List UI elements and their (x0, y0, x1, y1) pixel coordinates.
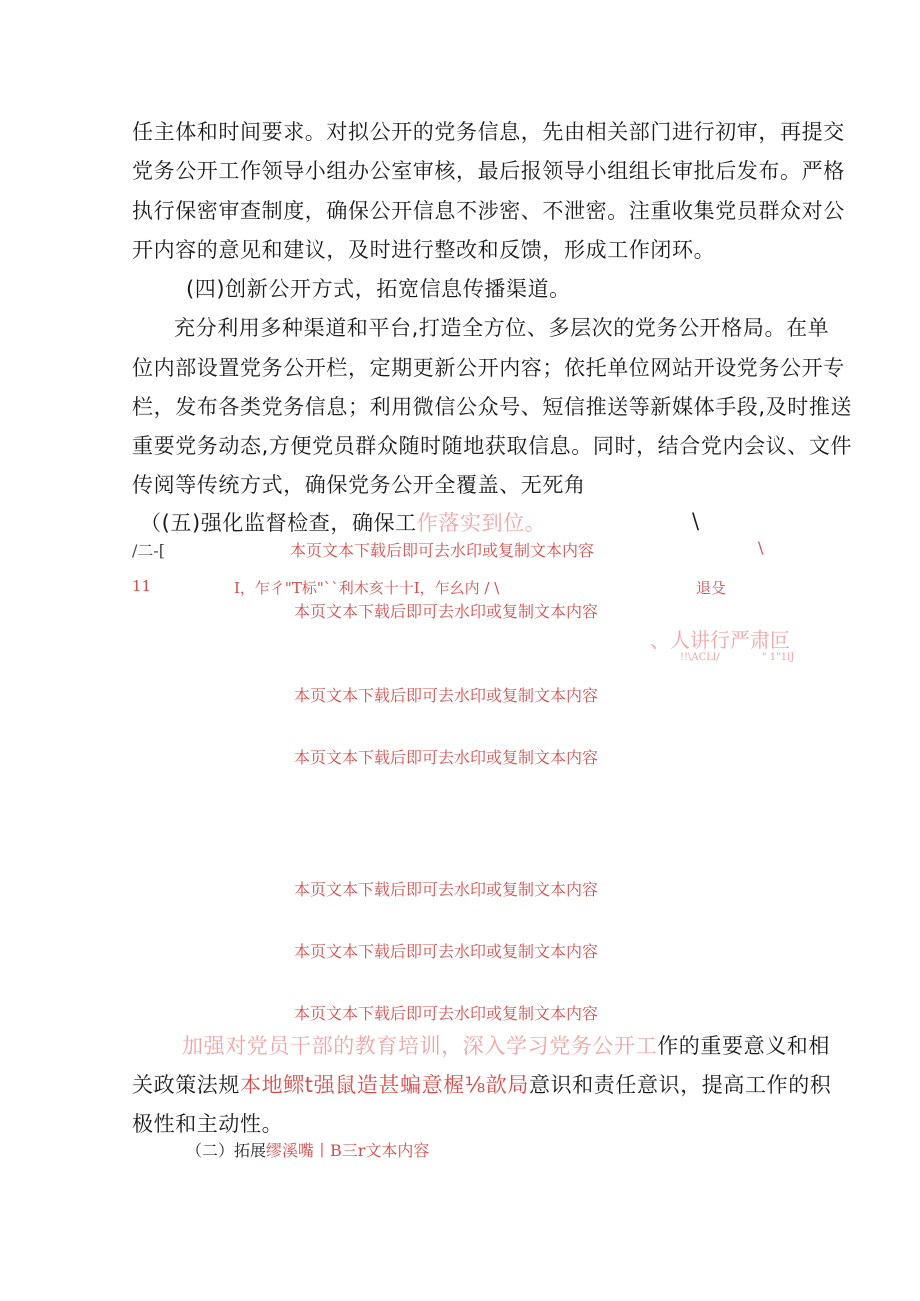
subsection-heading (186, 1138, 429, 1161)
garbled-text (696, 577, 726, 598)
heading-dark-text: （二）拓展 (186, 1141, 267, 1160)
garbled-text: /二-[ (132, 541, 166, 560)
body-line: 开内容的意见和建议，及时进行整改和反馈，形成工作闭环。 (132, 238, 716, 262)
garbled-text: !!\ACLl/ (680, 652, 720, 663)
watermark-text: 本页文本下载后即可去水印或复制文本内容 (294, 880, 599, 899)
watermark-text: 本页文本下载后即可去水印或复制文本内容 (294, 686, 599, 705)
body-text: 作的重要意义和相 (657, 1034, 831, 1058)
watermark-text: 本页文本下载后即可去水印或复制文本内容 (294, 748, 599, 767)
section-heading: (四)创新公开方式，拓宽信息传播渠道。 (186, 277, 571, 301)
watermark-text: 本页文本下载后即可去水印或复制文本内容 (290, 541, 595, 560)
body-line: 重要党务动态,方便党员群众随时随地获取信息。同时，结合党内会议、文件 (132, 434, 853, 458)
body-line: 党务公开工作领导小组办公室审核，最后报领导小组组长审批后发布。严格 (132, 159, 845, 183)
body-line: 传阅等传统方式，确保党务公开全覆盖、无死角 (132, 473, 586, 497)
garbled-text: 11 (132, 577, 152, 595)
heading-faded-text: 作落实到位。 (416, 511, 547, 535)
watermark-text: 本页文本下载后即可去水印或复制文本内容 (294, 942, 599, 961)
body-line: 位内部设置党务公开栏，定期更新公开内容；依托单位网站开设党务公开专 (132, 356, 845, 380)
section-heading (140, 509, 546, 537)
body-text: 关政策法规 (132, 1073, 240, 1097)
garbled-text: " 1"1lJ (762, 652, 795, 663)
garbled-text: I，乍彳"T标"``利木亥十十I，乍幺内 / \ (234, 579, 500, 597)
heading-dark-text: （(五)强化监督检查，确保工 (140, 511, 417, 535)
watermark-text: 本页文本下载后即可去水印或复制文本内容 (294, 1004, 599, 1023)
watermark-text: 本页文本下载后即可去水印或复制文本内容 (294, 602, 599, 621)
garbled-fragment: 退殳 (696, 579, 727, 597)
body-line: 栏，发布各类党务信息；利用微信公众号、短信推送等新媒体手段,及时推送 (132, 395, 853, 419)
garbled-text: \ (758, 538, 764, 557)
body-line (182, 1032, 830, 1060)
faded-text: 加强对党员干部的教育培训，深入学习党务公开工 (182, 1034, 658, 1058)
garbled-text: 本地鳏t强鼠造甚蝙意楃⅛歆局 (240, 1073, 529, 1097)
body-line (132, 1071, 831, 1099)
body-line: 充分利用多种渠道和平台,打造全方位、多层次的党务公开格局。在单 (174, 316, 830, 340)
body-line: 极性和主动性。 (132, 1112, 284, 1136)
body-text: 意识和责任意识，提高工作的积 (529, 1073, 832, 1097)
body-line: 执行保密审查制度，确保公开信息不涉密、不泄密。注重收集党员群众对公 (132, 199, 845, 223)
garbled-text: 缪溪嘴丨B三r文本内容 (266, 1141, 430, 1160)
body-line: 任主体和时间要求。对拟公开的党务信息，先由相关部门进行初审，再提交 (132, 120, 845, 144)
slash-mark: \ (692, 509, 700, 533)
garbled-text: 、人讲行严肃叵 (650, 628, 790, 652)
